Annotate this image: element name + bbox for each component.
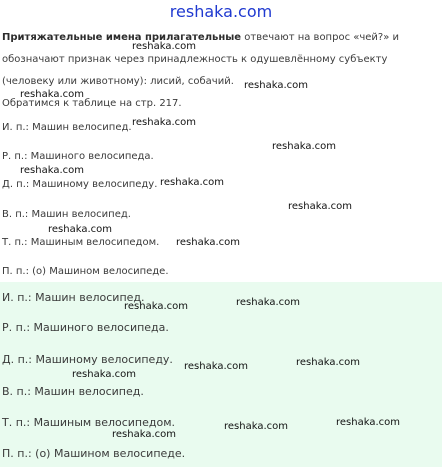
case-accusative: В. п.: Машин велосипед.	[2, 209, 131, 220]
watermark: reshaka.com	[112, 429, 176, 440]
case-genitive: Р. п.: Машиного велосипеда.	[2, 151, 154, 162]
watermark: reshaka.com	[72, 369, 136, 380]
answer-instrumental: Т. п.: Машиным велосипедом.	[2, 416, 176, 429]
watermark: reshaka.com	[236, 297, 300, 308]
answer-genitive: Р. п.: Машиного велосипеда.	[2, 321, 169, 334]
answer-prepositional: П. п.: (о) Машином велосипеде.	[2, 447, 186, 460]
watermark: reshaka.com	[336, 417, 400, 428]
watermark: reshaka.com	[176, 237, 240, 248]
watermark: reshaka.com	[48, 224, 112, 235]
watermark: reshaka.com	[184, 361, 248, 372]
intro-paragraph	[2, 27, 438, 93]
case-dative: Д. п.: Машиному велосипеду.	[2, 179, 158, 190]
answer-nominative: И. п.: Машин велосипед.	[2, 291, 145, 304]
answer-accusative: В. п.: Машин велосипед.	[2, 385, 144, 398]
answer-dative: Д. п.: Машиному велосипеду.	[2, 353, 173, 366]
table-reference: Обратимся к таблице на стр. 217.	[2, 98, 182, 109]
intro-bold-term: Притяжательные имена прилагательные	[2, 32, 242, 43]
watermark: reshaka.com	[296, 357, 360, 368]
watermark: reshaka.com	[224, 421, 288, 432]
site-header[interactable]: reshaka.com	[169, 2, 273, 21]
case-instrumental: Т. п.: Машиным велосипедом.	[2, 237, 160, 248]
watermark: reshaka.com	[288, 201, 352, 212]
watermark: reshaka.com	[132, 117, 196, 128]
watermark: reshaka.com	[244, 80, 308, 91]
watermark: reshaka.com	[132, 41, 196, 52]
intro-text: отвечают на вопрос «чей?» и обозначают признак через принадлежность к одушевлённому субъекту (человеку или животному): лисий, собачий.	[2, 32, 400, 87]
watermark: reshaka.com	[20, 89, 84, 100]
watermark: reshaka.com	[272, 141, 336, 152]
watermark: reshaka.com	[160, 177, 224, 188]
watermark: reshaka.com	[124, 301, 188, 312]
case-nominative: И. п.: Машин велосипед.	[2, 122, 132, 133]
watermark: reshaka.com	[20, 165, 84, 176]
answer-block	[0, 282, 442, 467]
case-prepositional: П. п.: (о) Машином велосипеде.	[2, 266, 169, 277]
